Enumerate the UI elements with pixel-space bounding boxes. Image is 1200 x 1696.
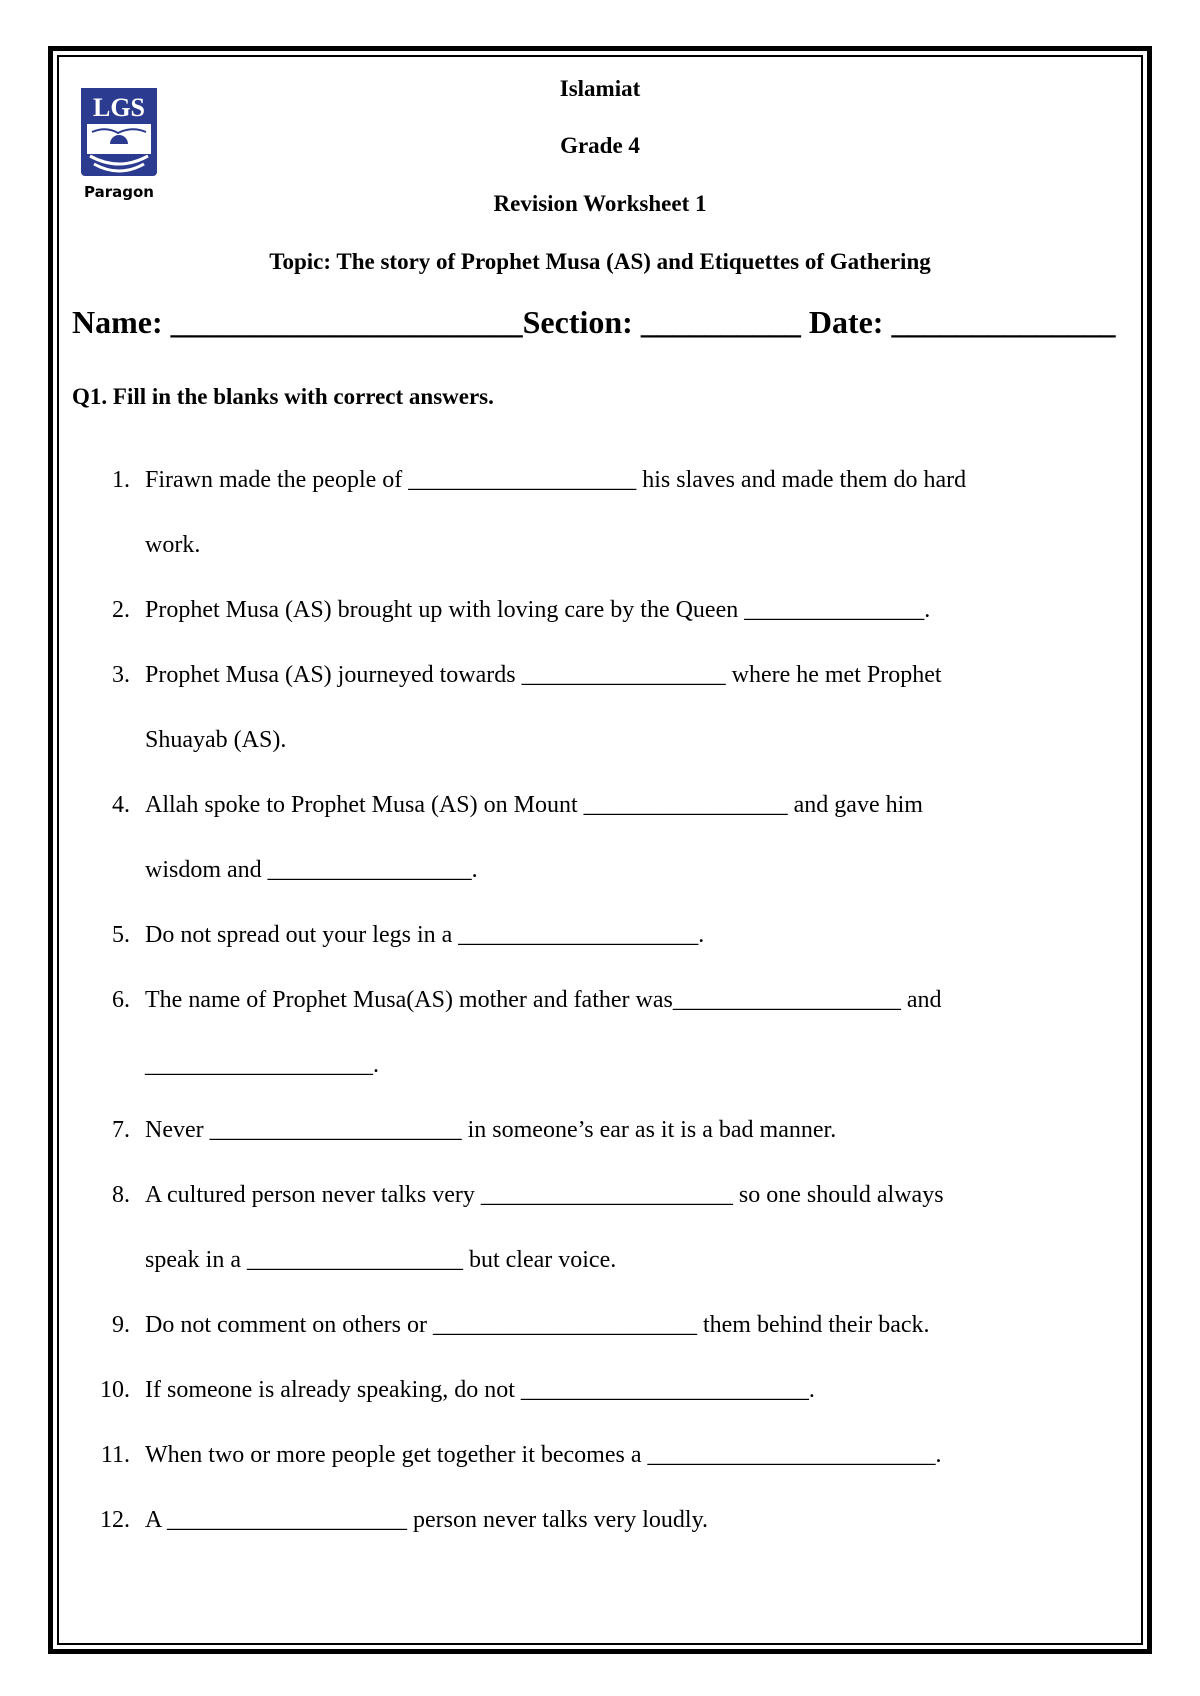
question-number: 5. — [112, 922, 130, 948]
topic-heading: Topic: The story of Prophet Musa (AS) and Etiquettes of Gathering — [269, 249, 931, 274]
question-number: 11. — [100, 1442, 130, 1468]
question-text-continued: ___________________. — [145, 1052, 379, 1078]
question-text: Firawn made the people of ___________________ his slaves and made them do hard — [145, 467, 967, 493]
question-number: 9. — [112, 1312, 130, 1338]
question-text-continued: work. — [145, 532, 201, 558]
question-text: A cultured person never talks very _____________________ so one should always — [145, 1182, 944, 1208]
question-text: If someone is already speaking, do not ________________________. — [145, 1377, 815, 1403]
question-text: Prophet Musa (AS) journeyed towards _________________ where he met Prophet — [145, 662, 942, 688]
question-text: When two or more people get together it becomes a ________________________. — [145, 1442, 942, 1468]
question-text: Do not comment on others or ______________________ them behind their back. — [145, 1312, 930, 1338]
question-number: 3. — [112, 662, 130, 688]
question-text-continued: speak in a __________________ but clear voice. — [145, 1247, 617, 1273]
question-number: 10. — [100, 1377, 130, 1403]
question-number: 1. — [112, 467, 130, 493]
subject-heading: Islamiat — [559, 76, 641, 101]
question-text: The name of Prophet Musa(AS) mother and father was___________________ and — [145, 987, 942, 1013]
logo-text: Paragon — [84, 183, 154, 201]
question-text-continued: Shuayab (AS). — [145, 727, 287, 753]
question-number: 2. — [112, 597, 130, 623]
question-text: Prophet Musa (AS) brought up with loving care by the Queen _______________. — [145, 597, 931, 623]
question-number: 6. — [112, 987, 130, 1013]
question-number: 12. — [100, 1507, 130, 1533]
question-number: 4. — [112, 792, 130, 818]
question-number: 8. — [112, 1182, 130, 1208]
worksheet-title: Revision Worksheet 1 — [493, 191, 707, 216]
question-text: Never _____________________ in someone’s ear as it is a bad manner. — [145, 1117, 837, 1143]
question-title: Q1. Fill in the blanks with correct answers. — [72, 384, 494, 409]
question-text: Do not spread out your legs in a ____________________. — [145, 922, 705, 948]
grade-heading: Grade 4 — [560, 133, 640, 158]
question-text: Allah spoke to Prophet Musa (AS) on Mount _________________ and gave him — [145, 792, 923, 818]
question-text-continued: wisdom and _________________. — [145, 857, 478, 883]
question-text: A ____________________ person never talks very loudly. — [145, 1507, 709, 1533]
student-info-line: Name: ______________________Section: __________ Date: ______________ — [72, 304, 1116, 340]
page-border-inner — [57, 55, 1143, 1645]
logo-monogram: LGS — [92, 93, 146, 122]
question-number: 7. — [112, 1117, 130, 1143]
